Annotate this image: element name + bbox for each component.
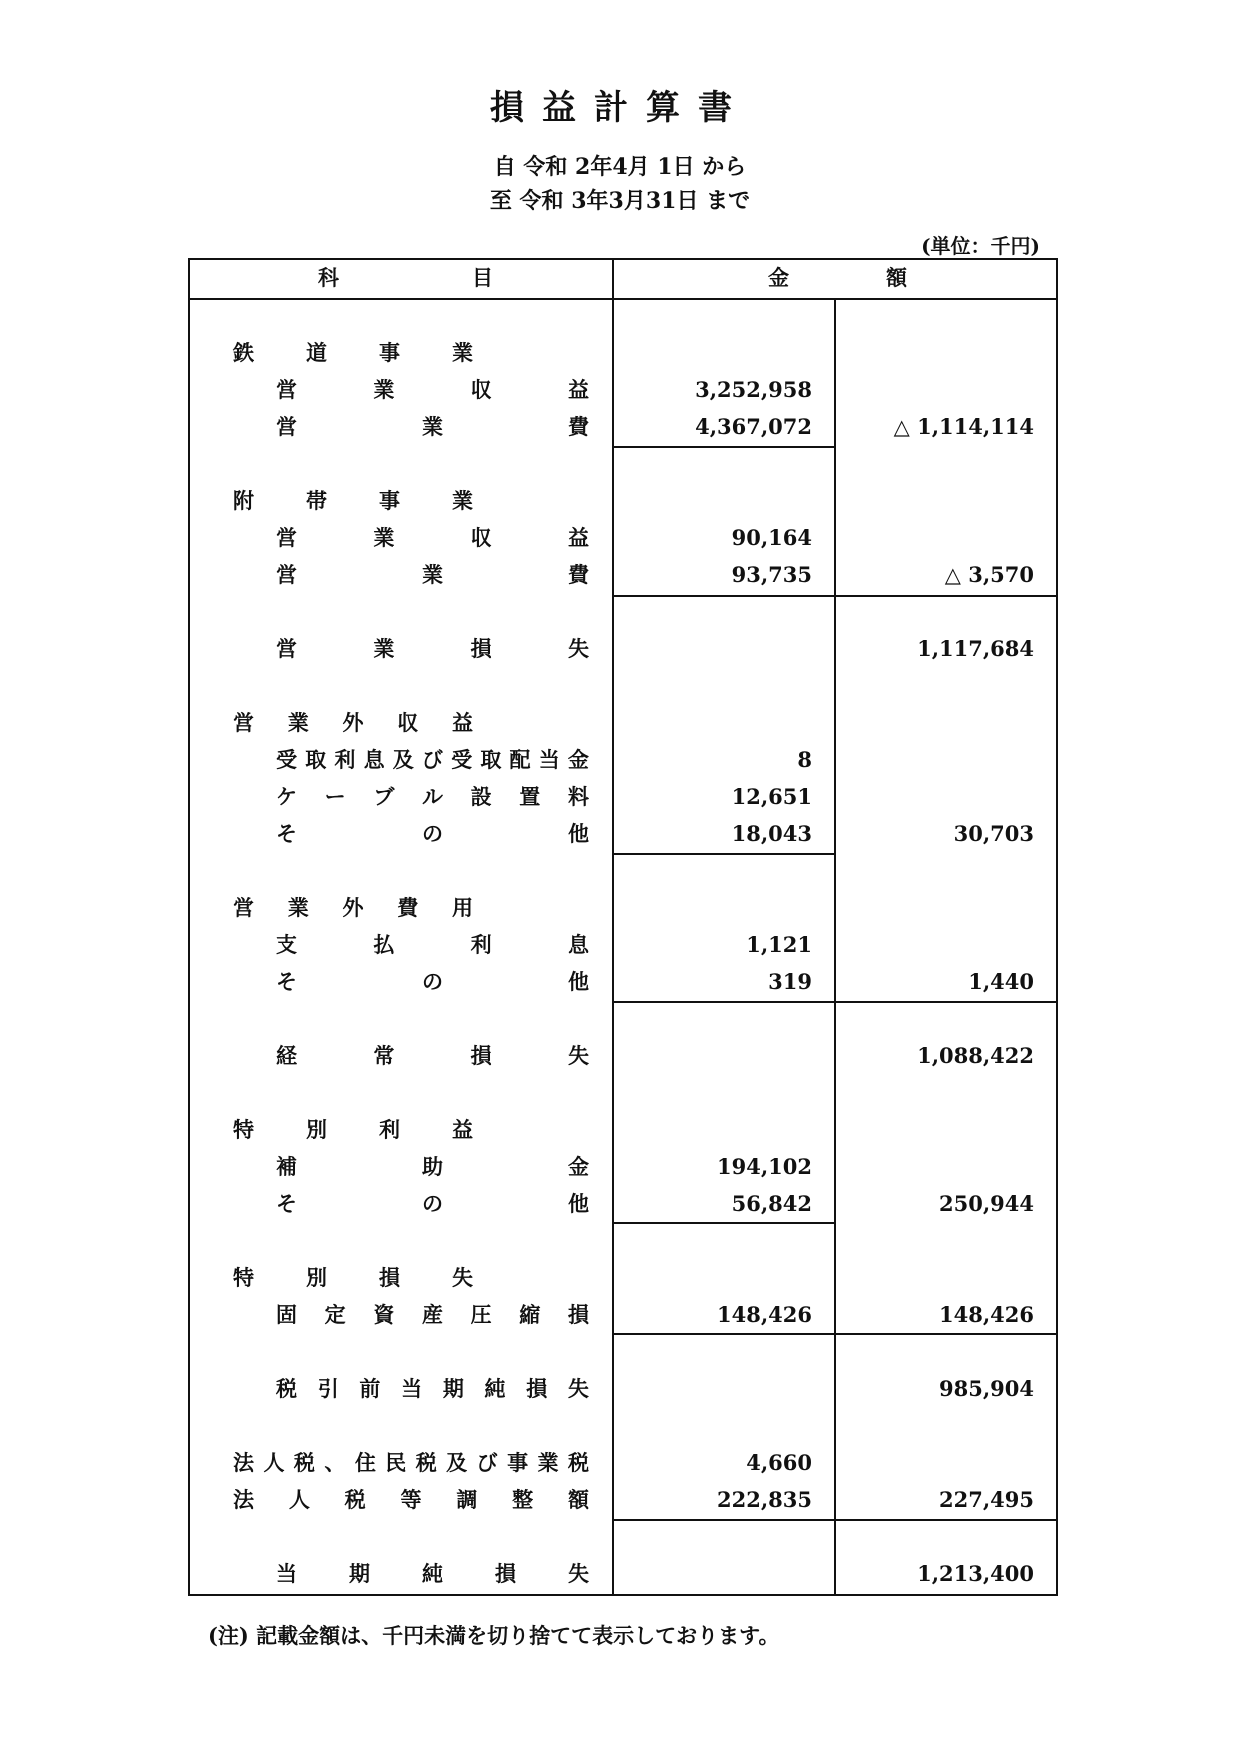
amount: 319: [768, 969, 812, 994]
rule: [612, 853, 835, 855]
total-amount: 250,944: [939, 1191, 1034, 1216]
rule: [612, 446, 835, 448]
total-amount: 985,904: [939, 1376, 1034, 1401]
column-divider-amounts: [834, 298, 836, 1596]
net-loss-amount: 1,213,400: [917, 1561, 1034, 1586]
amount: 194,102: [717, 1154, 812, 1179]
row-label: 補 助 金: [276, 1154, 589, 1179]
rule: [612, 1222, 835, 1224]
amount: 93,735: [731, 562, 812, 587]
row-label: 支 払 利 息: [276, 932, 589, 957]
total-amount: 1,117,684: [917, 636, 1034, 661]
total-amount: △ 1,114,114: [893, 414, 1034, 439]
row-label: ケ ー ブ ル 設 置 料: [276, 784, 589, 809]
header-kingaku-2: 額: [886, 265, 907, 290]
amount: 1,121: [746, 932, 812, 957]
row-label: 営 業 収 益: [276, 525, 589, 550]
net-loss-label: 当 期 純 損 失: [276, 1561, 589, 1586]
header-kamoku-2: 目: [472, 265, 493, 290]
row-label: 営 業 収 益: [276, 377, 589, 402]
total-amount: 30,703: [953, 821, 1034, 846]
section-label-nonoperating-expense: 営 業 外 費 用: [233, 895, 473, 920]
amount: 4,660: [746, 1450, 812, 1475]
period-to: 至 令和 3年3月31日 まで: [489, 188, 751, 214]
rule: [612, 1333, 1058, 1335]
section-label-railway: 鉄 道 事 業: [233, 340, 473, 365]
rule: [612, 1001, 1058, 1003]
amount: 56,842: [731, 1191, 812, 1216]
total-amount: 148,426: [939, 1302, 1034, 1327]
row-label: 法 人 税 、 住 民 税 及 び 事 業 税: [233, 1450, 589, 1475]
footnote: (注) 記載金額は、千円未満を切り捨てて表示しております。: [208, 1623, 780, 1648]
section-label-ancillary: 附 帯 事 業: [233, 488, 473, 513]
row-label: 法 人 税 等 調 整 額: [233, 1487, 589, 1512]
total-amount: 1,088,422: [917, 1043, 1034, 1068]
amount: 4,367,072: [695, 414, 812, 439]
amount: 18,043: [731, 821, 812, 846]
operating-loss-label: 営 業 損 失: [276, 636, 589, 661]
total-amount: △ 3,570: [944, 562, 1034, 587]
amount: 222,835: [717, 1487, 812, 1512]
row-label: そ の 他: [276, 821, 589, 846]
total-amount: 1,440: [968, 969, 1034, 994]
column-divider-main: [612, 258, 614, 1596]
rule: [612, 595, 1058, 597]
unit-label: (単位：千円): [921, 234, 1040, 258]
row-label: そ の 他: [276, 969, 589, 994]
period-from: 自 令和 2年4月 1日 から: [493, 154, 747, 180]
row-label: 固 定 資 産 圧 縮 損: [276, 1302, 589, 1327]
row-label: 受 取 利 息 及 び 受 取 配 当 金: [276, 747, 589, 772]
row-label: 営 業 費: [276, 414, 589, 439]
amount: 12,651: [731, 784, 812, 809]
amount: 8: [797, 747, 812, 772]
header-kingaku-1: 金: [768, 265, 789, 290]
total-amount: 227,495: [939, 1487, 1034, 1512]
section-label-nonoperating-income: 営 業 外 収 益: [233, 710, 473, 735]
amount: 148,426: [717, 1302, 812, 1327]
ordinary-loss-label: 経 常 損 失: [276, 1043, 589, 1068]
amount: 90,164: [731, 525, 812, 550]
pretax-loss-label: 税 引 前 当 期 純 損 失: [276, 1376, 589, 1401]
header-kamoku-1: 科: [318, 265, 339, 290]
row-label: そ の 他: [276, 1191, 589, 1216]
document-title: 損益計算書: [490, 88, 750, 128]
header-rule: [188, 298, 1058, 300]
row-label: 営 業 費: [276, 562, 589, 587]
section-label-extraordinary-loss: 特 別 損 失: [233, 1265, 473, 1290]
amount: 3,252,958: [695, 377, 812, 402]
rule: [612, 1519, 1058, 1521]
section-label-extraordinary-income: 特 別 利 益: [233, 1117, 473, 1142]
